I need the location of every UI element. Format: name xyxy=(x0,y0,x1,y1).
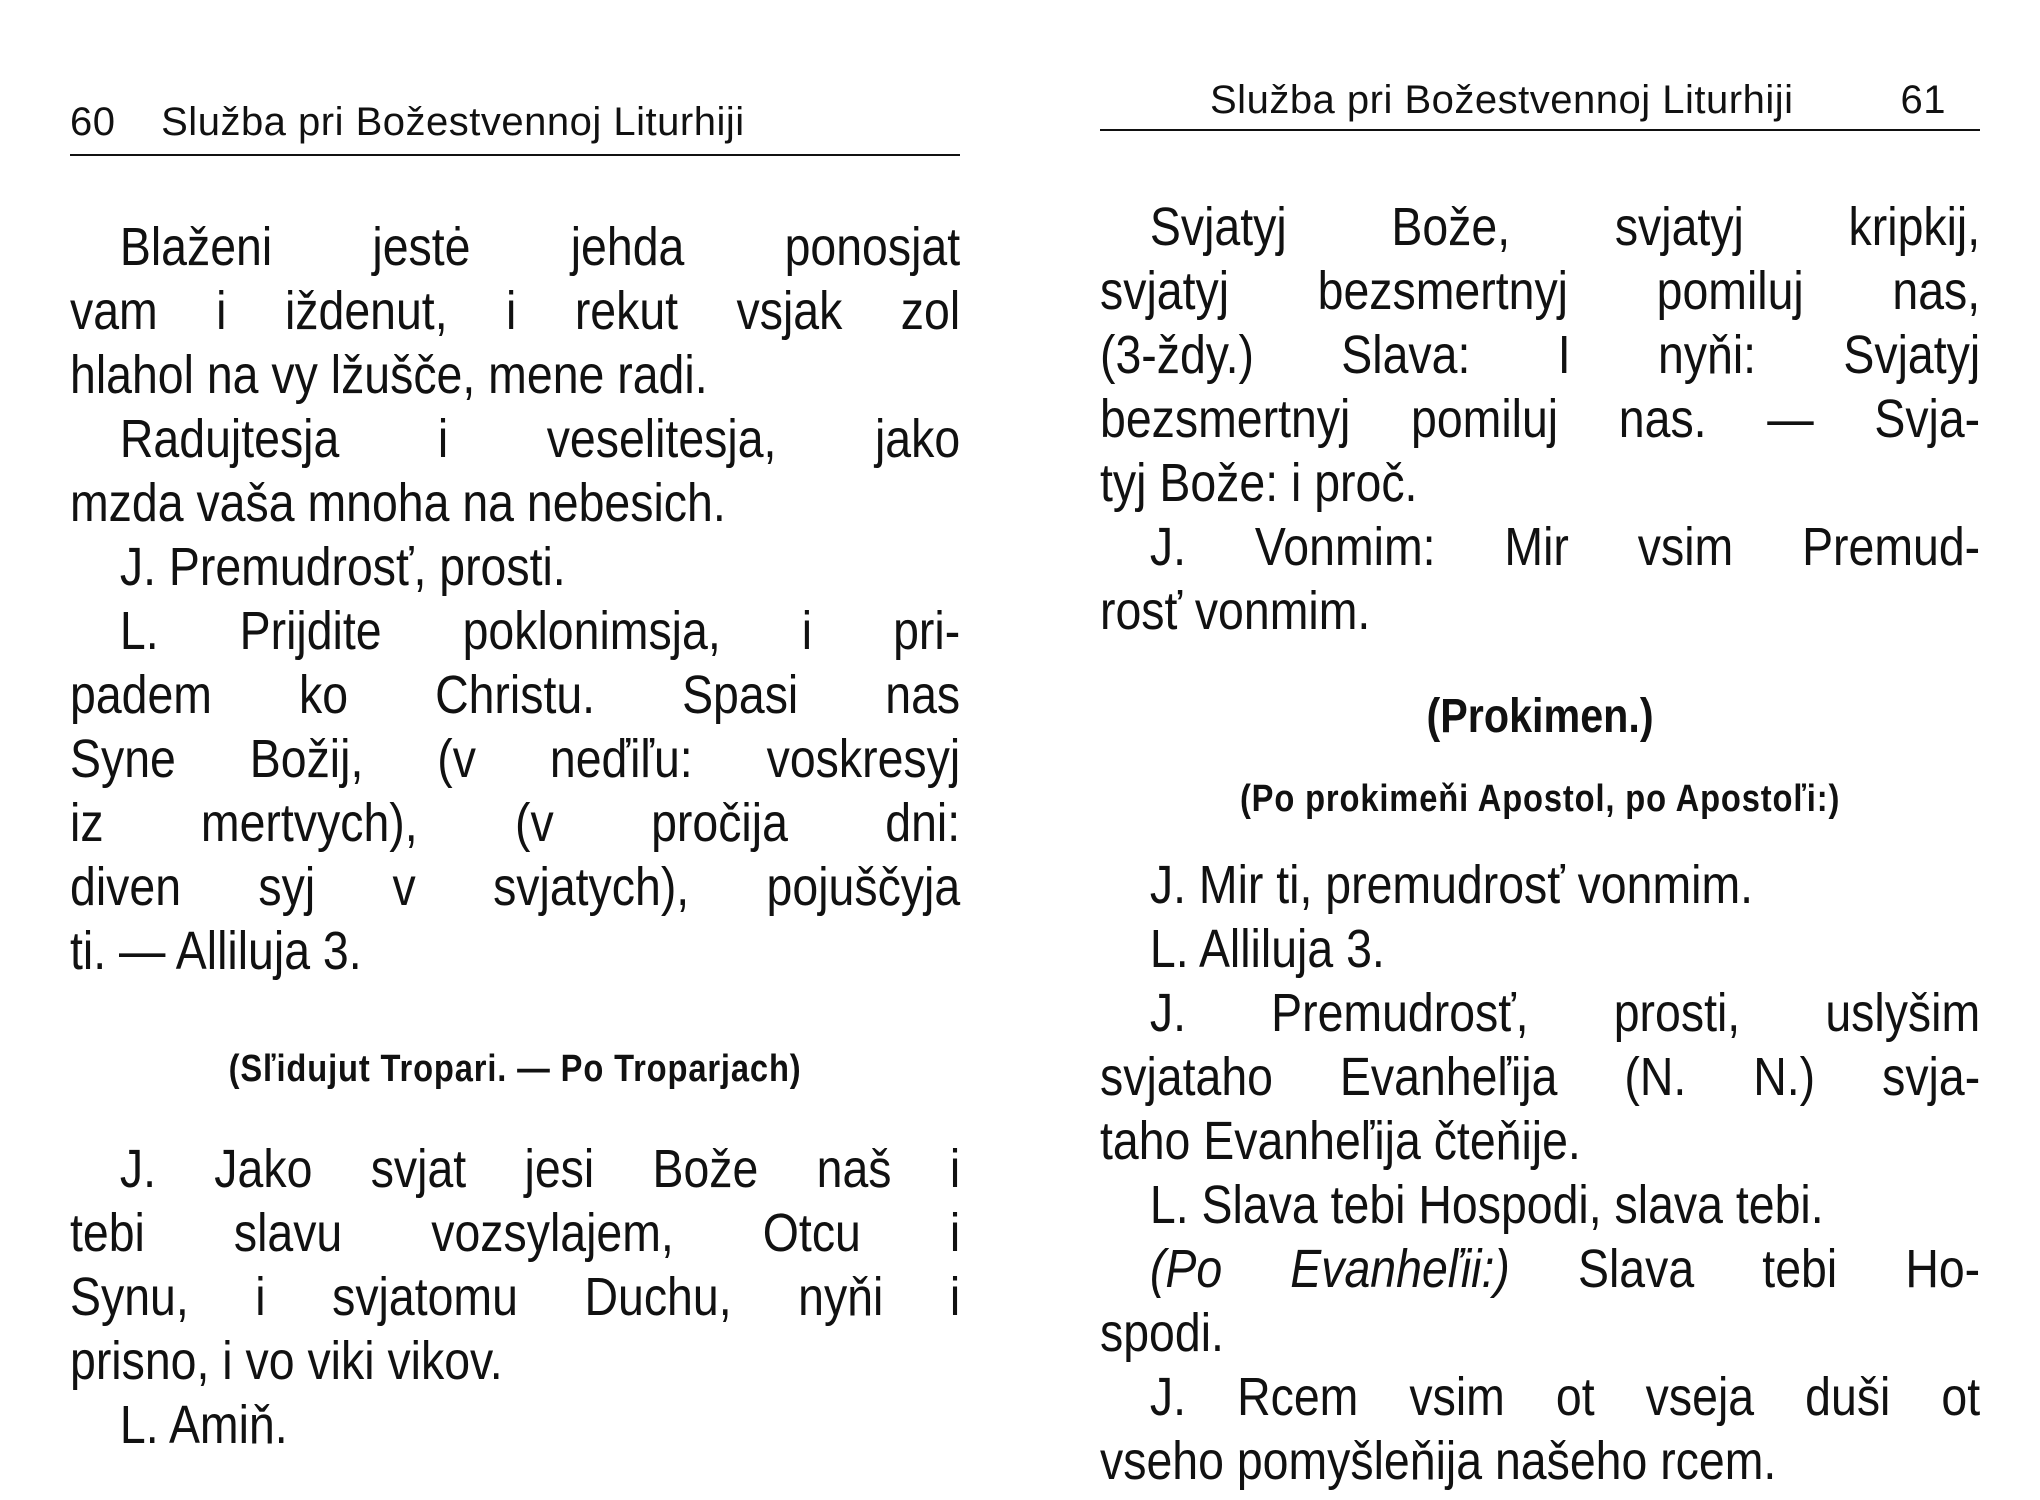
text-line: (3-ždy.) Slava: I nyňi: Svjatyj xyxy=(1100,325,1981,385)
text-line: svjataho Evanheľija (N. N.) svja- xyxy=(1100,1047,1981,1107)
text-line: mzda vaša mnoha na nebesich. xyxy=(70,473,726,533)
paragraph xyxy=(70,535,960,599)
text-line: J. Mir ti, premudrosť vonmim. xyxy=(1149,855,1754,915)
text-line: ti. — Alliluja 3. xyxy=(70,921,362,981)
text-line: prisno, i vo viki vikov. xyxy=(70,1331,503,1391)
text-fragment: Slava tebi Ho- xyxy=(1509,1239,1981,1299)
text-line: J. Rcem vsim ot vseja duši ot xyxy=(1149,1367,1981,1427)
paragraph xyxy=(1100,195,1980,515)
text-line: iz mertvych), (v pročija dni: xyxy=(70,793,961,853)
paragraph xyxy=(1100,917,1980,981)
running-title: Služba pri Božestvennoj Liturhiji xyxy=(1210,78,1794,122)
section-subheading: (Po prokimeňi Apostol, po Apostoľi:) xyxy=(1239,778,1841,820)
header-rule xyxy=(70,154,960,156)
page-number: 60 xyxy=(70,100,116,144)
text-line: bezsmertnyj pomiluj nas. — Svja- xyxy=(1100,389,1981,449)
page-body xyxy=(70,215,960,1457)
paragraph xyxy=(1100,515,1980,643)
text-line: L. Amiň. xyxy=(119,1395,288,1455)
text-line: J. Jako svjat jesi Bože naš i xyxy=(119,1139,961,1199)
text-line: L. Prijdite poklonimsja, i pri- xyxy=(119,601,961,661)
paragraph xyxy=(1100,1173,1980,1237)
running-head xyxy=(1100,76,1980,124)
paragraph xyxy=(70,1393,960,1457)
text-line: J. Premudrosť, prosti, uslyšim xyxy=(1149,983,1981,1043)
text-line: Syne Božij, (v neďiľu: voskresyj xyxy=(70,729,961,789)
text-line: diven syj v svjatych), pojuščyja xyxy=(70,857,961,917)
text-line: J. Premudrosť, prosti. xyxy=(119,537,566,597)
running-head xyxy=(70,98,960,146)
header-rule xyxy=(1100,129,1980,131)
section-heading: (Prokimen.) xyxy=(1426,690,1654,743)
text-line: padem ko Christu. Spasi nas xyxy=(70,665,961,725)
section-heading: (Sľidujut Tropari. — Po Troparjach) xyxy=(228,1048,802,1090)
text-line: taho Evanheľija čteňije. xyxy=(1100,1111,1581,1171)
text-line: Radujtesja i veselitesja, jako xyxy=(119,409,961,469)
italic-rubric: (Po Evanheľii:) xyxy=(1149,1239,1510,1299)
text-line: J. Vonmim: Mir vsim Premud- xyxy=(1149,517,1981,577)
text-line: svjatyj bezsmertnyj pomiluj nas, xyxy=(1100,261,1981,321)
paragraph xyxy=(1100,981,1980,1173)
page-number: 61 xyxy=(1900,78,1946,122)
text-line: Synu, i svjatomu Duchu, nyňi i xyxy=(70,1267,961,1327)
paragraph xyxy=(1100,1237,1980,1365)
paragraph xyxy=(1100,853,1980,917)
text-line: Svjatyj Bože, svjatyj kripkij, xyxy=(1149,197,1981,257)
paragraph xyxy=(70,599,960,983)
text-line: tyj Bože: i proč. xyxy=(1100,453,1418,513)
text-line: spodi. xyxy=(1100,1303,1224,1363)
left-page xyxy=(70,0,960,1500)
text-line: hlahol na vy lžušče, mene radi. xyxy=(70,345,708,405)
text-line: L. Alliluja 3. xyxy=(1149,919,1385,979)
paragraph xyxy=(70,407,960,535)
paragraph xyxy=(70,215,960,407)
text-line: vseho pomyšleňija našeho rcem. xyxy=(1100,1431,1777,1491)
paragraph xyxy=(1100,1365,1980,1493)
text-line: Blaženi jestė jehda ponosjat xyxy=(119,217,961,277)
right-page xyxy=(1100,0,1980,1500)
text-line: rosť vonmim. xyxy=(1100,581,1371,641)
text-line xyxy=(1100,1237,1980,1301)
text-line: vam i iždenut, i rekut vsjak zol xyxy=(70,281,961,341)
page-body xyxy=(1100,195,1980,1493)
paragraph xyxy=(70,1137,960,1393)
text-line: tebi slavu vozsylajem, Otcu i xyxy=(70,1203,961,1263)
running-title: Služba pri Božestvennoj Liturhiji xyxy=(161,100,745,144)
text-line: L. Slava tebi Hospodi, slava tebi. xyxy=(1149,1175,1824,1235)
